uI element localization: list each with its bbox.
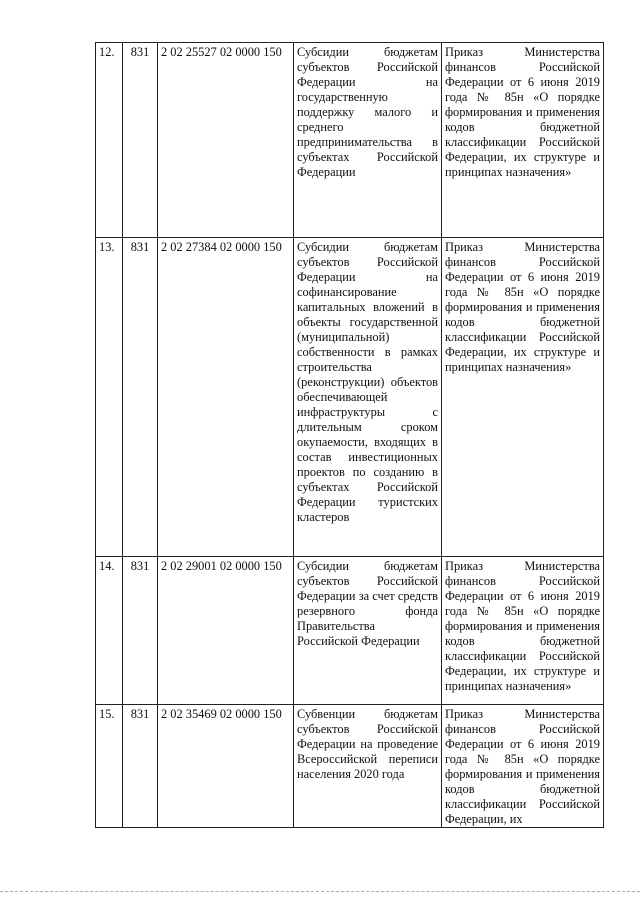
table-row bbox=[96, 557, 604, 705]
budget-classification-code: 2 02 35469 02 0000 150 bbox=[158, 705, 294, 828]
row-number: 12. bbox=[96, 43, 123, 238]
budget-classification-code: 2 02 27384 02 0000 150 bbox=[158, 238, 294, 557]
table-row bbox=[96, 705, 604, 828]
legal-basis: Приказ Министерства финансов Российской Федерации от 6 июня 2019 года № 85н «О порядке формирования и применения кодов бюджетной классификации Российской Федерации, их структуре и принципах назначения» bbox=[442, 43, 604, 238]
legal-basis: Приказ Министерства финансов Российской Федерации от 6 июня 2019 года № 85н «О порядке формирования и применения кодов бюджетной классификации Российской Федерации, их bbox=[442, 705, 604, 828]
revenue-description: Субсидии бюджетам субъектов Российской Федерации на государственную поддержку малого и среднего предпринимательства в субъектах Российской Федерации bbox=[294, 43, 442, 238]
budget-classification-code: 2 02 25527 02 0000 150 bbox=[158, 43, 294, 238]
administrator-code: 831 bbox=[123, 238, 158, 557]
legal-basis: Приказ Министерства финансов Российской Федерации от 6 июня 2019 года № 85н «О порядке формирования и применения кодов бюджетной классификации Российской Федерации, их структуре и принципах назначения» bbox=[442, 238, 604, 557]
row-number: 15. bbox=[96, 705, 123, 828]
scan-edge-divider bbox=[0, 891, 640, 894]
administrator-code: 831 bbox=[123, 557, 158, 705]
legal-basis: Приказ Министерства финансов Российской Федерации от 6 июня 2019 года № 85н «О порядке формирования и применения кодов бюджетной классификации Российской Федерации, их структуре и принципах назначения» bbox=[442, 557, 604, 705]
budget-classification-code: 2 02 29001 02 0000 150 bbox=[158, 557, 294, 705]
revenue-description: Субсидии бюджетам субъектов Российской Федерации на софинансирование капитальных вложений в объекты государственной (муниципальной) собственности в рамках строительства (реконструкции) объектов обеспечивающей инфраструктуры с длительным сроком окупаемости, входящих в состав инвестиционных проектов по созданию в субъектах Российской Федерации туристских кластеров bbox=[294, 238, 442, 557]
row-number: 13. bbox=[96, 238, 123, 557]
revenue-description: Субвенции бюджетам субъектов Российской Федерации на проведение Всероссийской переписи населения 2020 года bbox=[294, 705, 442, 828]
table-row bbox=[96, 238, 604, 557]
revenue-description: Субсидии бюджетам субъектов Российской Федерации за счет средств резервного фонда Правительства Российской Федерации bbox=[294, 557, 442, 705]
row-number: 14. bbox=[96, 557, 123, 705]
administrator-code: 831 bbox=[123, 705, 158, 828]
table-row bbox=[96, 43, 604, 238]
administrator-code: 831 bbox=[123, 43, 158, 238]
budget-revenue-table bbox=[95, 42, 604, 828]
